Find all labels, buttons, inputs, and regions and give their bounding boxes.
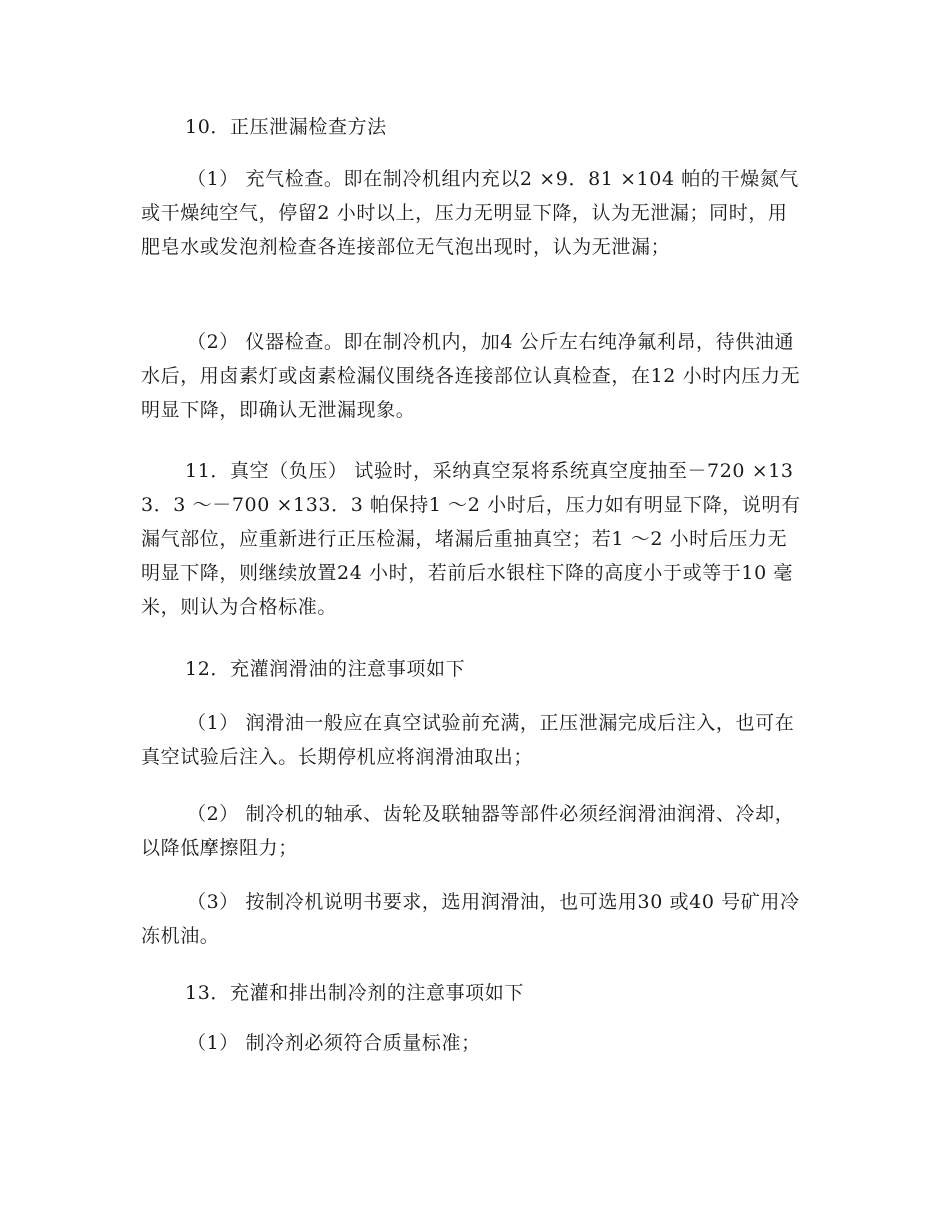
section-heading-10: 10．正压泄漏检查方法	[185, 116, 387, 138]
section-heading-12: 12．充灌润滑油的注意事项如下	[185, 658, 466, 680]
section-heading-13: 13．充灌和排出制冷剂的注意事项如下	[185, 982, 524, 1004]
paragraph-13-1: （1） 制冷剂必须符合质量标准；	[187, 1032, 481, 1054]
paragraph-12-3: （3） 按制冷机说明书要求，选用润滑油，也可选用30 或40 号矿用冷冻机油。	[141, 891, 800, 947]
paragraph-11-vacuum-test: 11．真空（负压） 试验时，采纳真空泵将系统真空度抽至－720 ×133．3 ～－700 ×133．3 帕保持1 ～2 小时后，压力如有明显下降，说明有漏气部位，应重新进行正压检漏，堵漏后重抽真空；若1 ～2 小时后压力无明显下降，则继续放置24 小时，若前后水银柱下降的高度小于或等于10 毫米，则认为合格标准。	[141, 460, 801, 618]
paragraph-12-1: （1） 润滑油一般应在真空试验前充满，正压泄漏完成后注入，也可在真空试验后注入。长期停机应将润滑油取出；	[141, 712, 795, 768]
paragraph-10-2-instrument-check: （2） 仪器检查。即在制冷机内，加4 公斤左右纯净氟利昂，待供油通水后，用卤素灯或卤素检漏仪围绕各连接部位认真检查，在12 小时内压力无明显下降，即确认无泄漏现象。	[141, 331, 801, 421]
paragraph-12-2: （2） 制冷机的轴承、齿轮及联轴器等部件必须经润滑油润滑、冷却，以降低摩擦阻力；	[141, 803, 795, 859]
paragraph-10-1-gas-check: （1） 充气检查。即在制冷机组内充以2 ×9．81 ×104 帕的干燥氮气或干燥纯空气，停留2 小时以上，压力无明显下降，认为无泄漏；同时，用肥皂水或发泡剂检查各连接部位无气泡出现时，认为无泄漏；	[141, 168, 799, 258]
